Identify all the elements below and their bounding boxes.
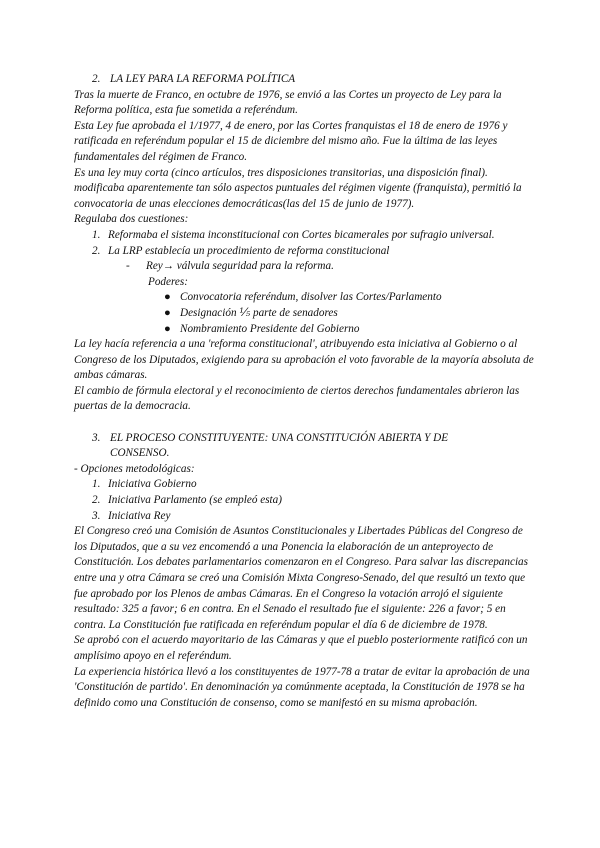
section-2-number: 2.	[92, 73, 101, 85]
bullet-item-text: Nombramiento Presidente del Gobierno	[180, 322, 360, 335]
list-item	[74, 228, 534, 244]
paragraph: La experiencia histórica llevó a los constituyentes de 1977-78 a tratar de evitar la aprobación de una 'Constitución de partido'. En denominación ya comúnmente aceptada, la Constitución de 1978 se ha definido como una Constitución de consenso, como se manifestó en su misma aprobación.	[74, 665, 530, 709]
list-marker: 2.	[92, 494, 101, 507]
paragraph: El cambio de fórmula electoral y el reconocimiento de ciertos derechos fundamentales abrieron las puertas de la democracia.	[74, 384, 520, 413]
document-page	[74, 72, 534, 711]
paragraph: La ley hacía referencia a una 'reforma constitucional', atribuyendo esta iniciativa al Gobierno o al Congreso de los Diputados, exigiendo para su aprobación el voto favorable de la mayoría absoluta de ambas cámaras.	[74, 338, 534, 382]
list-item-text: Iniciativa Parlamento (se empleó esta)	[108, 494, 282, 507]
paragraph: Esta Ley fue aprobada el 1/1977, 4 de enero, por las Cortes franquistas el 18 de enero de 1976 y ratificada en referéndum popular el 15 de diciembre del mismo año. Fue la última de las leyes fundamentales del régimen de Franco.	[74, 119, 508, 163]
list-item-text: Iniciativa Gobierno	[108, 478, 197, 491]
powers-label: Poderes:	[148, 275, 188, 288]
list-item	[74, 509, 534, 525]
paragraph: Tras la muerte de Franco, en octubre de 1976, se envió a las Cortes un proyecto de Ley para la Reforma política, esta fue sometida a referéndum.	[74, 88, 502, 117]
paragraph: El Congreso creó una Comisión de Asuntos Constitucionales y Libertades Públicas del Congreso de los Diputados, que a su vez encomendó a una Ponencia la elaboración de un anteproyecto de Constitución. Los debates parlamentarios comenzaron en el Congreso. Para salvar las discrepancias entre una y otra Cámara se creó una Comisión Mixta Congreso-Senado, del que resultó un texto que fue aprobado por los Plenos de ambas Cámaras. En el Congreso la votación arrojó el siguiente resultado: 325 a favor; 6 en contra. En el Senado el resultado fue el siguiente: 226 a favor; 5 en contra. La Constitución fue ratificada en referéndum popular el día 6 de diciembre de 1978.	[74, 525, 529, 631]
bullet-item	[74, 322, 534, 338]
list-marker: 3.	[92, 509, 101, 522]
bullet-item	[74, 306, 534, 322]
paragraph: Es una ley muy corta (cinco artículos, tres disposiciones transitorias, una disposición final). modificaba aparentemente tan sólo aspectos puntuales del régimen vigente (franquista), permitió la convocatoria de unas elecciones democráticas(las del 15 de junio de 1977).	[74, 166, 522, 210]
list-marker: 1.	[92, 228, 101, 241]
section-3-title-line-2: CONSENSO.	[110, 447, 170, 460]
list-marker: 1.	[92, 478, 101, 491]
bullet-item-text: Designación ⅕ parte de senadores	[180, 306, 338, 319]
list-item	[74, 477, 534, 493]
bullet-icon: ●	[164, 322, 171, 335]
section-3-title-line-1: EL PROCESO CONSTITUYENTE: UNA CONSTITUCIÓN ABIERTA Y DE	[110, 431, 449, 444]
section-3-number: 3.	[92, 431, 101, 444]
blank-line	[74, 415, 534, 431]
bullet-icon: ●	[164, 291, 171, 304]
list-item	[74, 244, 534, 260]
list-marker: 2.	[92, 244, 101, 257]
list-item-text: Iniciativa Rey	[108, 509, 171, 522]
bullet-item-text: Convocatoria referéndum, disolver las Cortes/Parlamento	[180, 291, 442, 304]
options-label: - Opciones metodológicas:	[74, 462, 195, 475]
list-item-text: La LRP establecía un procedimiento de reforma constitucional	[108, 244, 390, 257]
paragraph: Regulaba dos cuestiones:	[74, 213, 189, 226]
list-item	[74, 493, 534, 509]
section-2-title: LA LEY PARA LA REFORMA POLÍTICA	[110, 73, 296, 85]
sublist-item	[74, 259, 534, 275]
section-3-heading	[74, 431, 534, 462]
paragraph: Se aprobó con el acuerdo mayoritario de las Cámaras y que el pueblo posteriormente ratificó con un amplísimo apoyo en el referéndum.	[74, 634, 528, 662]
bullet-icon: ●	[164, 306, 171, 319]
bullet-item	[74, 290, 534, 306]
sublist-item-text: Rey→ válvula seguridad para la reforma.	[146, 260, 334, 273]
section-2-heading	[74, 72, 534, 88]
dash-marker: -	[126, 260, 130, 273]
list-item-text: Reformaba el sistema inconstitucional con Cortes bicamerales por sufragio universal.	[108, 228, 495, 241]
